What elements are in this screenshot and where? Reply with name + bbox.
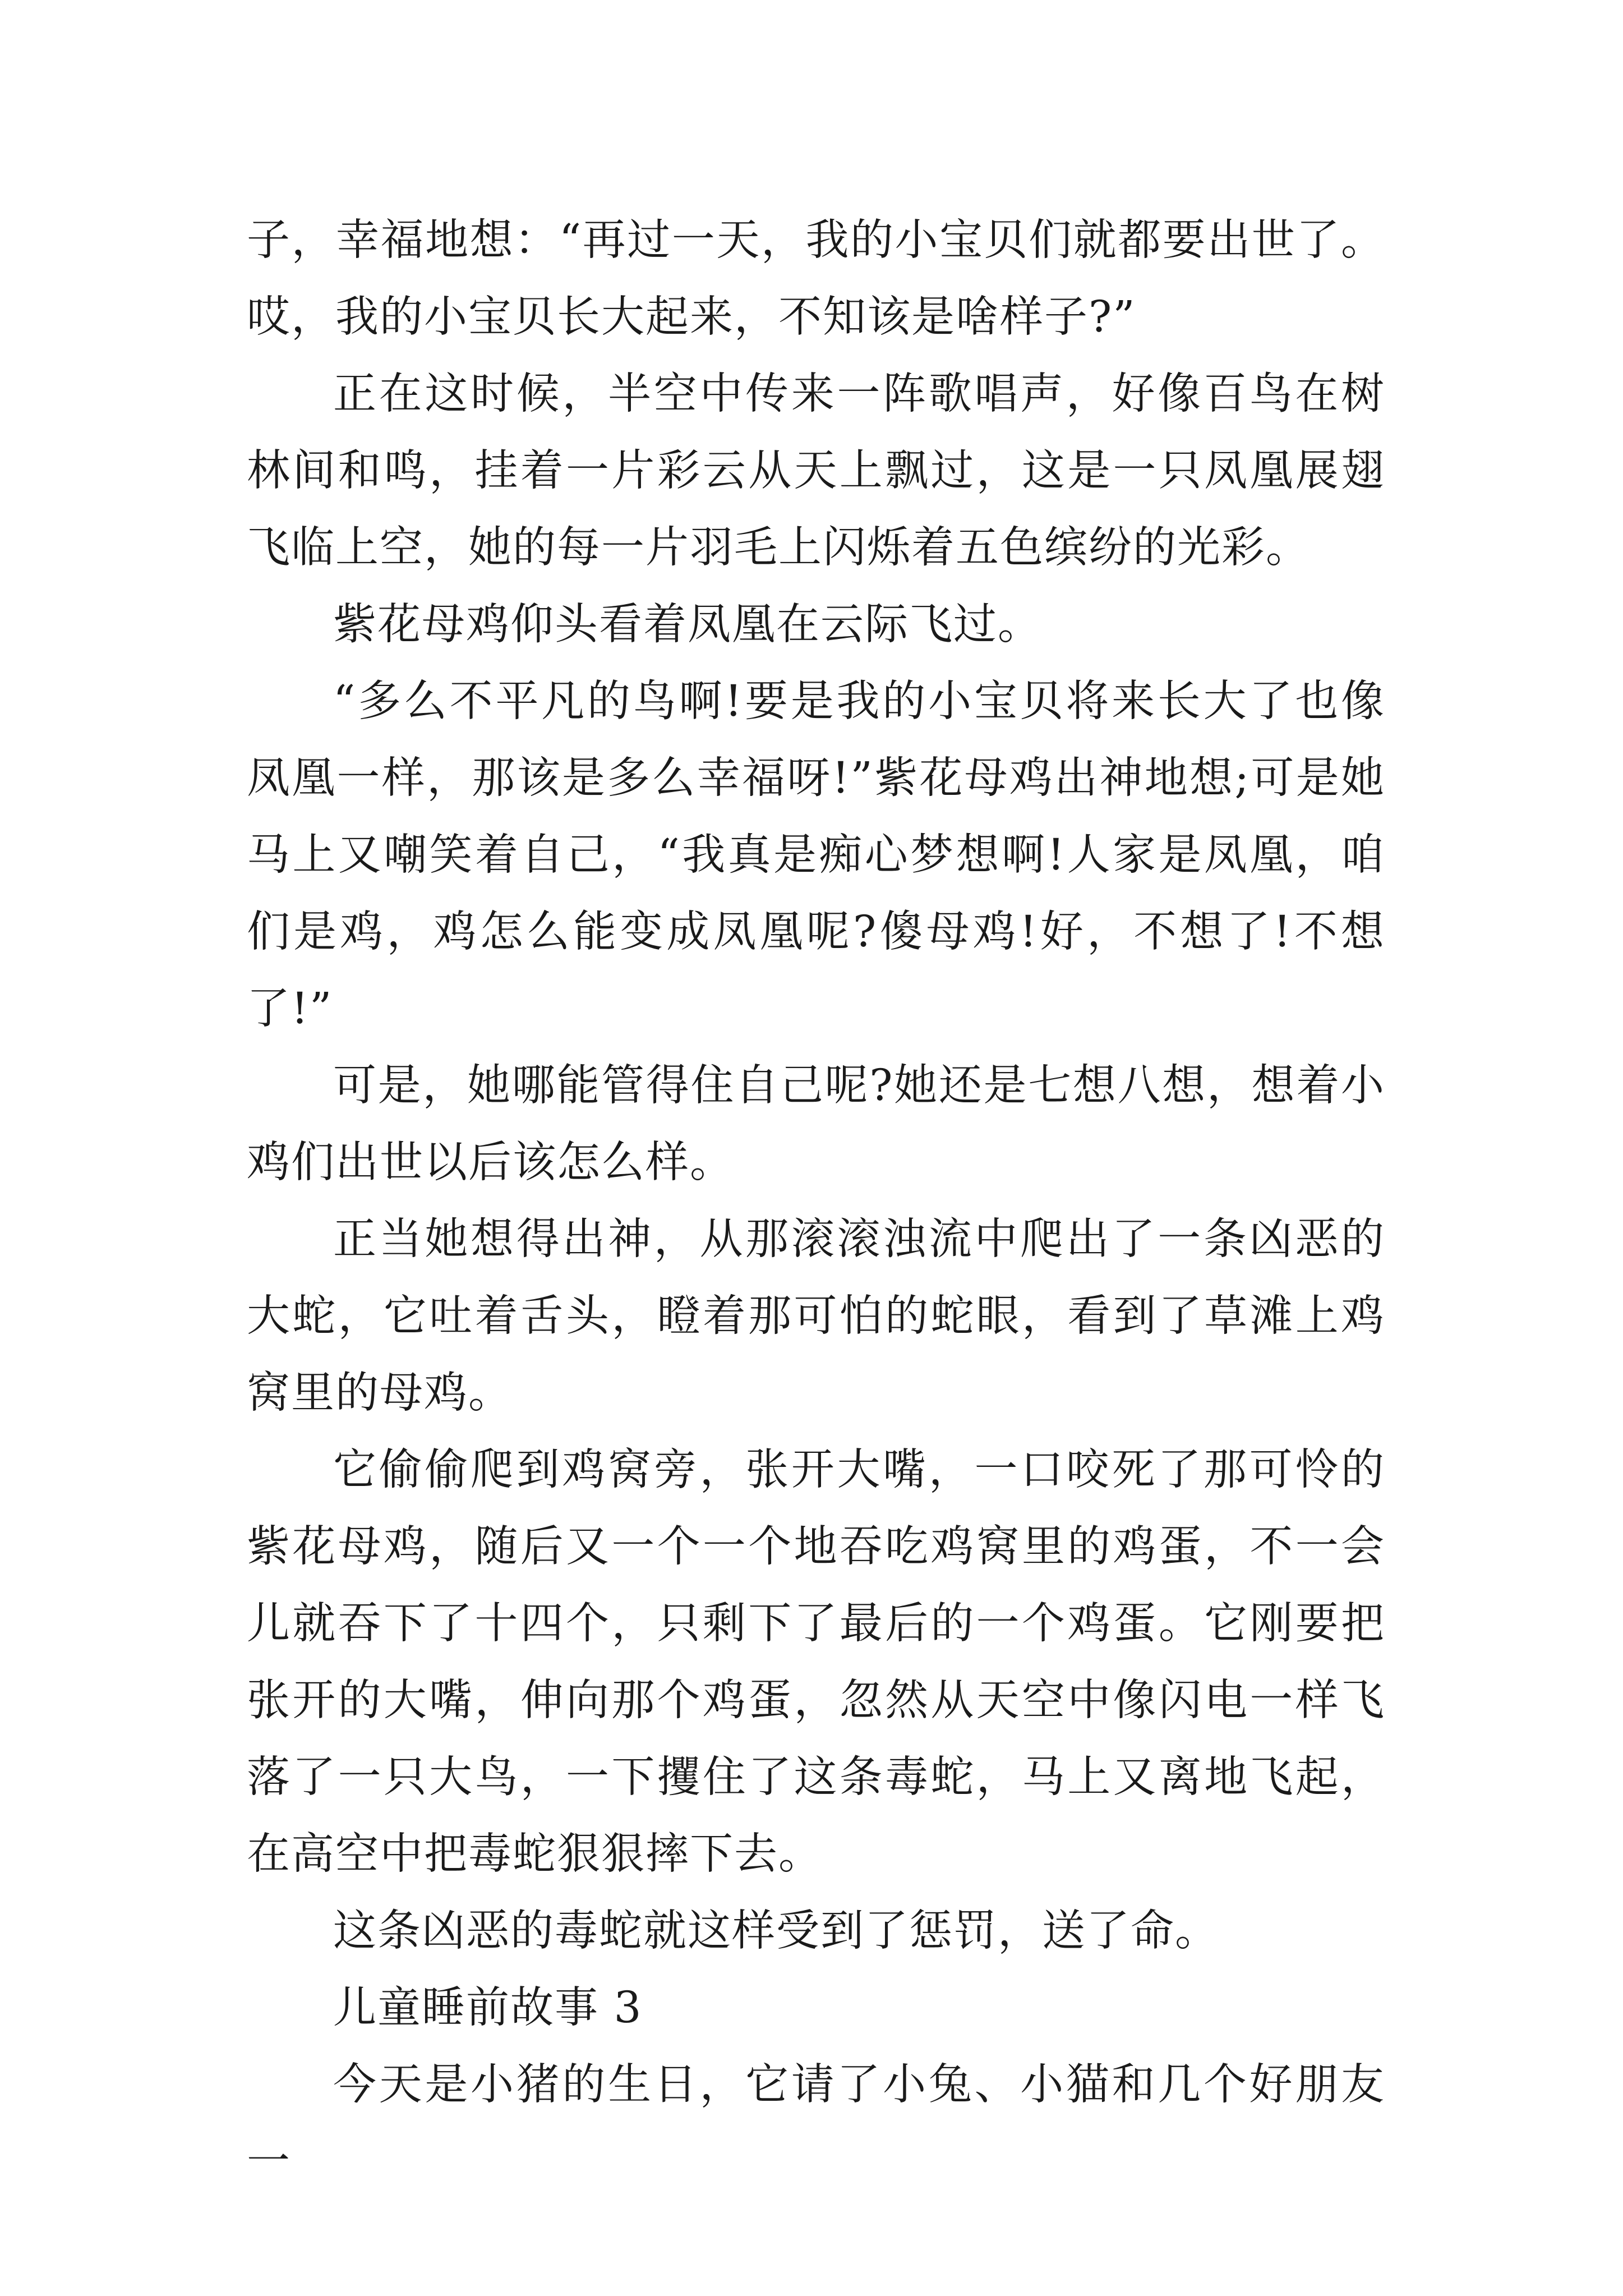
paragraph-6: 正当她想得出神，从那滚滚浊流中爬出了一条凶恶的大蛇，它吐着舌头，瞪着那可怕的蛇眼，看到了草滩上鸡窝里的母鸡。 [247, 1214, 1385, 1418]
paragraph-5: 可是，她哪能管得住自己呢?她还是七想八想，想着小鸡们出世以后该怎么样。 [247, 1061, 1385, 1188]
paragraph-2: 正在这时候，半空中传来一阵歌唱声，好像百鸟在树林间和鸣，挂着一片彩云从天上飘过，这是一只凤凰展翅飞临上空，她的每一片羽毛上闪烁着五色缤纷的光彩。 [247, 369, 1385, 573]
paragraph-8: 这条凶恶的毒蛇就这样受到了惩罚，送了命。 [333, 1906, 1219, 1956]
paragraph-9: 今天是小猪的生日，它请了小兔、小猫和几个好朋友一 [247, 2060, 1385, 2187]
paragraph-4: “多么不平凡的鸟啊!要是我的小宝贝将来长大了也像凤凰一样，那该是多么幸福呀!”紫花母鸡出神地想;可是她马上又嘲笑着自己，“我真是痴心梦想啊!人家是凤凰，咱们是鸡，鸡怎么能变成凤凰呢?傻母鸡!好，不想了!不想了!” [247, 677, 1385, 1034]
paragraph-7: 它偷偷爬到鸡窝旁，张开大嘴，一口咬死了那可怜的紫花母鸡，随后又一个一个地吞吃鸡窝里的鸡蛋，不一会儿就吞下了十四个，只剩下了最后的一个鸡蛋。它刚要把张开的大嘴，伸向那个鸡蛋，忽然从天空中像闪电一样飞落了一只大鸟，一下攫住了这条毒蛇，马上又离地飞起，在高空中把毒蛇狠狠摔下去。 [247, 1445, 1385, 1879]
story-text [247, 202, 1385, 2200]
paragraph-3: 紫花母鸡仰头看着凤凰在云际飞过。 [333, 600, 1042, 650]
paragraph-1: 子，幸福地想：“再过一天，我的小宝贝们就都要出世了。哎，我的小宝贝长大起来，不知该是啥样子?” [247, 215, 1385, 342]
section-heading: 儿童睡前故事 3 [333, 1983, 643, 2033]
